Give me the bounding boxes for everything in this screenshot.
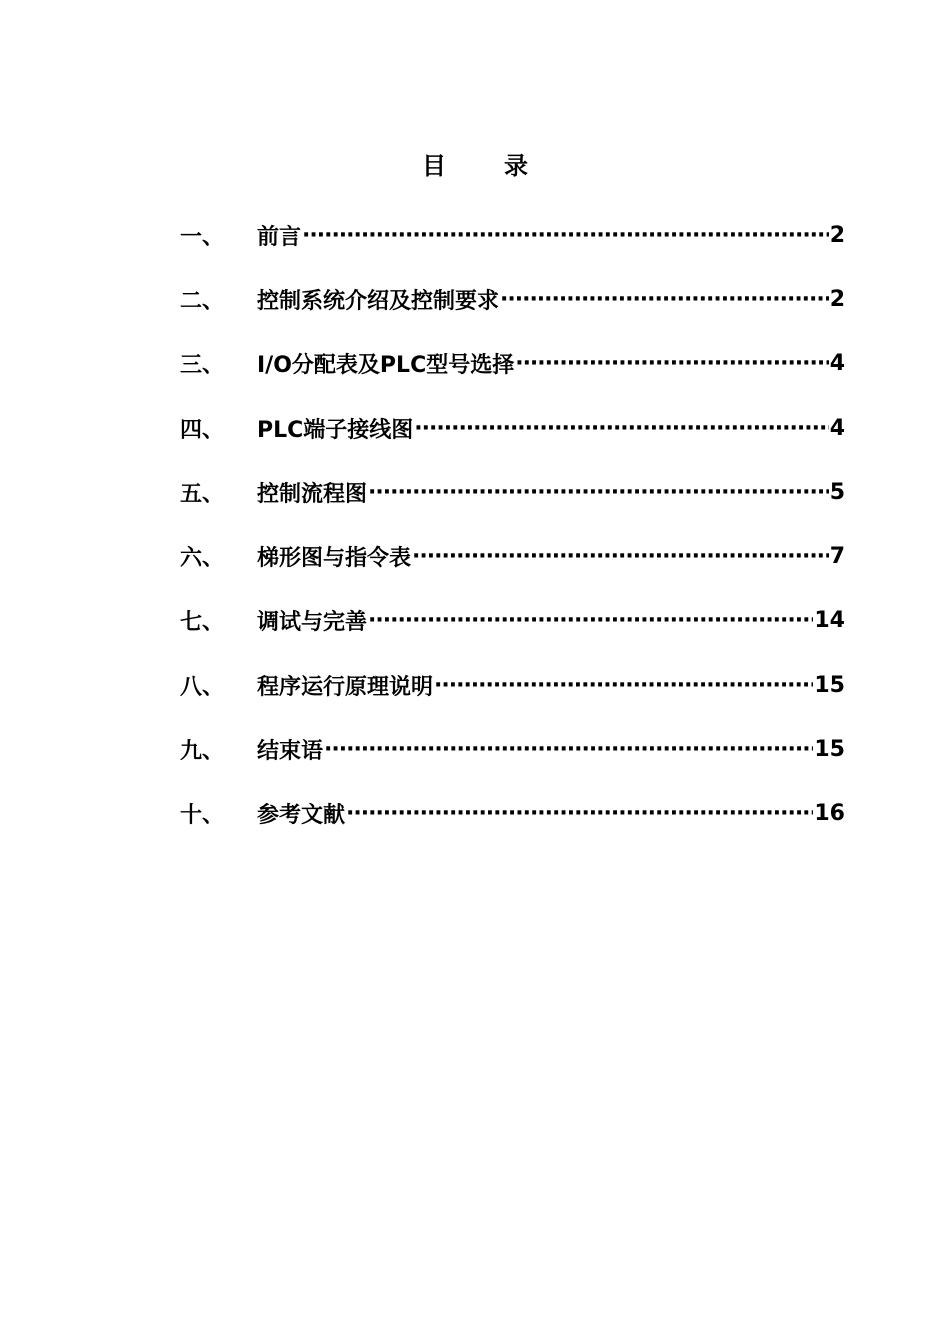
toc-entry-label: 结束语: [257, 739, 324, 765]
toc-entry-page: 15: [814, 737, 845, 763]
toc-entry[interactable]: [180, 203, 845, 267]
toc-entry-number: 二、: [180, 288, 225, 314]
toc-entry-page: 2: [829, 286, 845, 312]
toc-entry-page: 2: [829, 222, 845, 248]
toc-entry[interactable]: [180, 782, 845, 846]
toc-leader-dots: [412, 544, 829, 569]
toc-leader-dots: [302, 223, 829, 248]
toc-entry-number: 四、: [180, 417, 225, 443]
toc-title-right: 录: [504, 152, 528, 180]
toc-entry-number: 十、: [180, 803, 225, 829]
toc-entry-label: 控制流程图: [257, 481, 368, 507]
toc-entry-label: 梯形图与指令表: [257, 546, 412, 572]
toc-leader-dots: [434, 673, 813, 698]
toc-leader-dots: [414, 416, 828, 441]
toc-entry-label: 控制系统介绍及控制要求: [257, 288, 500, 314]
toc-entry[interactable]: [180, 332, 845, 396]
toc-title: [0, 146, 950, 181]
toc-entry[interactable]: [180, 717, 845, 781]
toc-entry-number: 六、: [180, 546, 225, 572]
toc-entry-label: 程序运行原理说明: [257, 674, 434, 700]
toc-leader-dots: [500, 287, 829, 312]
toc-title-left: 目: [422, 152, 446, 180]
toc-entry[interactable]: [180, 267, 845, 331]
toc-entry[interactable]: [180, 396, 845, 460]
table-of-contents: [180, 203, 845, 846]
toc-entry-label: 参考文献: [257, 803, 346, 829]
toc-entry[interactable]: [180, 589, 845, 653]
toc-leader-dots: [515, 351, 828, 376]
toc-entry-label: 前言: [257, 224, 302, 250]
toc-entry-page: 4: [829, 351, 845, 377]
toc-entry-label: PLC端子接线图: [257, 417, 414, 443]
toc-entry-page: 7: [829, 544, 845, 570]
toc-entry-number: 七、: [180, 610, 225, 636]
toc-entry-label: 调试与完善: [257, 610, 368, 636]
toc-entry-number: 五、: [180, 481, 225, 507]
toc-entry-label: I/O分配表及PLC型号选择: [257, 353, 515, 379]
toc-entry-number: 三、: [180, 353, 225, 379]
toc-leader-dots: [368, 480, 829, 505]
toc-entry-page: 16: [814, 801, 845, 827]
toc-leader-dots: [368, 608, 813, 633]
toc-leader-dots: [346, 801, 813, 826]
toc-entry[interactable]: [180, 524, 845, 588]
toc-leader-dots: [324, 737, 813, 762]
toc-entry-page: 15: [814, 672, 845, 698]
toc-entry-page: 5: [829, 479, 845, 505]
toc-entry-page: 4: [829, 415, 845, 441]
toc-entry-number: 一、: [180, 224, 225, 250]
toc-entry[interactable]: [180, 460, 845, 524]
toc-entry-number: 八、: [180, 674, 225, 700]
toc-entry-number: 九、: [180, 739, 225, 765]
toc-entry-page: 14: [814, 608, 845, 634]
toc-entry[interactable]: [180, 653, 845, 717]
